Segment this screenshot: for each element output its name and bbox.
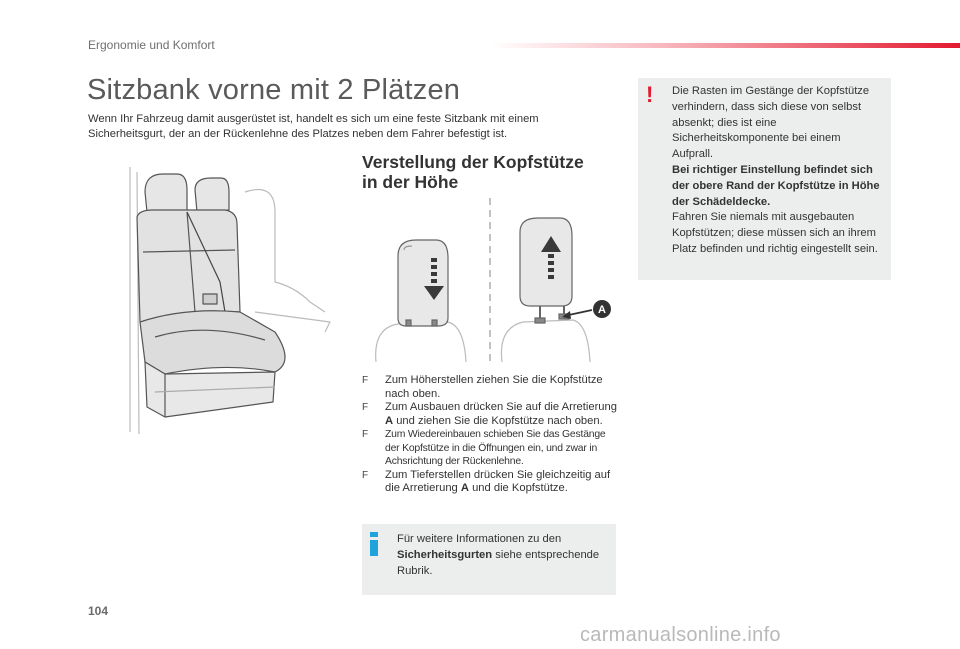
subsection-heading-line2: in der Höhe xyxy=(362,172,459,192)
warning-text-2: Fahren Sie niemals mit ausgebauten Kopfstützen; diese müssen sich an ihrem Platz befinden und richtig eingestellt sein. xyxy=(672,211,878,255)
step-item xyxy=(362,401,622,428)
warning-icon: ! xyxy=(646,82,654,107)
watermark: carmanualsonline.info xyxy=(580,624,781,646)
step-text: Zum Wiedereinbauen schieben Sie das Gestänge der Kopfstütze in die Öffnungen ein, und zwar in Achsrichtung der Rückenlehne. xyxy=(385,429,606,467)
info-text-pre: Für weitere Informationen zu den xyxy=(397,533,562,545)
subsection-heading xyxy=(362,152,622,192)
info-text xyxy=(397,531,607,579)
step-bullet: F xyxy=(362,402,369,413)
seat-bench-illustration xyxy=(125,162,340,440)
warning-text xyxy=(672,84,882,258)
step-bullet: F xyxy=(362,429,368,440)
step-text: Zum Ausbauen drücken Sie auf die Arretierung xyxy=(385,401,617,413)
warning-text-1: Die Rasten im Gestänge der Kopfstütze verhindern, dass sich diese von selbst absenkt; dies ist eine Sicherheitskomponente bei einem Aufprall. xyxy=(672,85,870,161)
step-item xyxy=(362,469,622,496)
marker-a-label: A xyxy=(598,304,606,316)
header-accent-bar xyxy=(490,43,960,48)
headrest-adjustment-illustration xyxy=(368,196,618,364)
step-text: Zum Tieferstellen drücken Sie gleichzeitig auf die Arretierung xyxy=(385,468,611,494)
step-text: Zum Höherstellen ziehen Sie die Kopfstütze nach oben. xyxy=(385,374,603,400)
warning-text-bold: Bei richtiger Einstellung befindet sich der obere Rand der Kopfstütze in Höhe der Schädeldecke. xyxy=(672,163,880,208)
info-text-post: siehe entsprechende Rubrik. xyxy=(397,549,600,577)
step-bullet: F xyxy=(362,469,369,481)
step-bullet: F xyxy=(362,375,369,386)
step-item xyxy=(362,428,622,469)
page-title: Sitzbank vorne mit 2 Plätzen xyxy=(87,74,461,106)
step-text: und ziehen Sie die Kopfstütze nach oben. xyxy=(393,414,603,427)
subsection-heading-line1: Verstellung der Kopfstütze xyxy=(362,152,584,172)
adjustment-steps xyxy=(362,374,622,496)
step-item xyxy=(362,374,622,401)
page-number: 104 xyxy=(88,604,109,618)
step-marker-ref: A xyxy=(385,414,394,427)
step-marker-ref: A xyxy=(460,482,469,494)
info-link-term: Sicherheitsgurten xyxy=(397,549,493,561)
intro-paragraph: Wenn Ihr Fahrzeug damit ausgerüstet ist, handelt es sich um eine feste Sitzbank mit einem Sicherheitsgurt, der an der Rückenlehne des Platzes neben dem Fahrer befestigt ist. xyxy=(88,113,539,140)
info-icon xyxy=(367,531,381,557)
step-text: und die Kopfstütze. xyxy=(468,482,568,494)
section-header: Ergonomie und Komfort xyxy=(88,38,215,52)
